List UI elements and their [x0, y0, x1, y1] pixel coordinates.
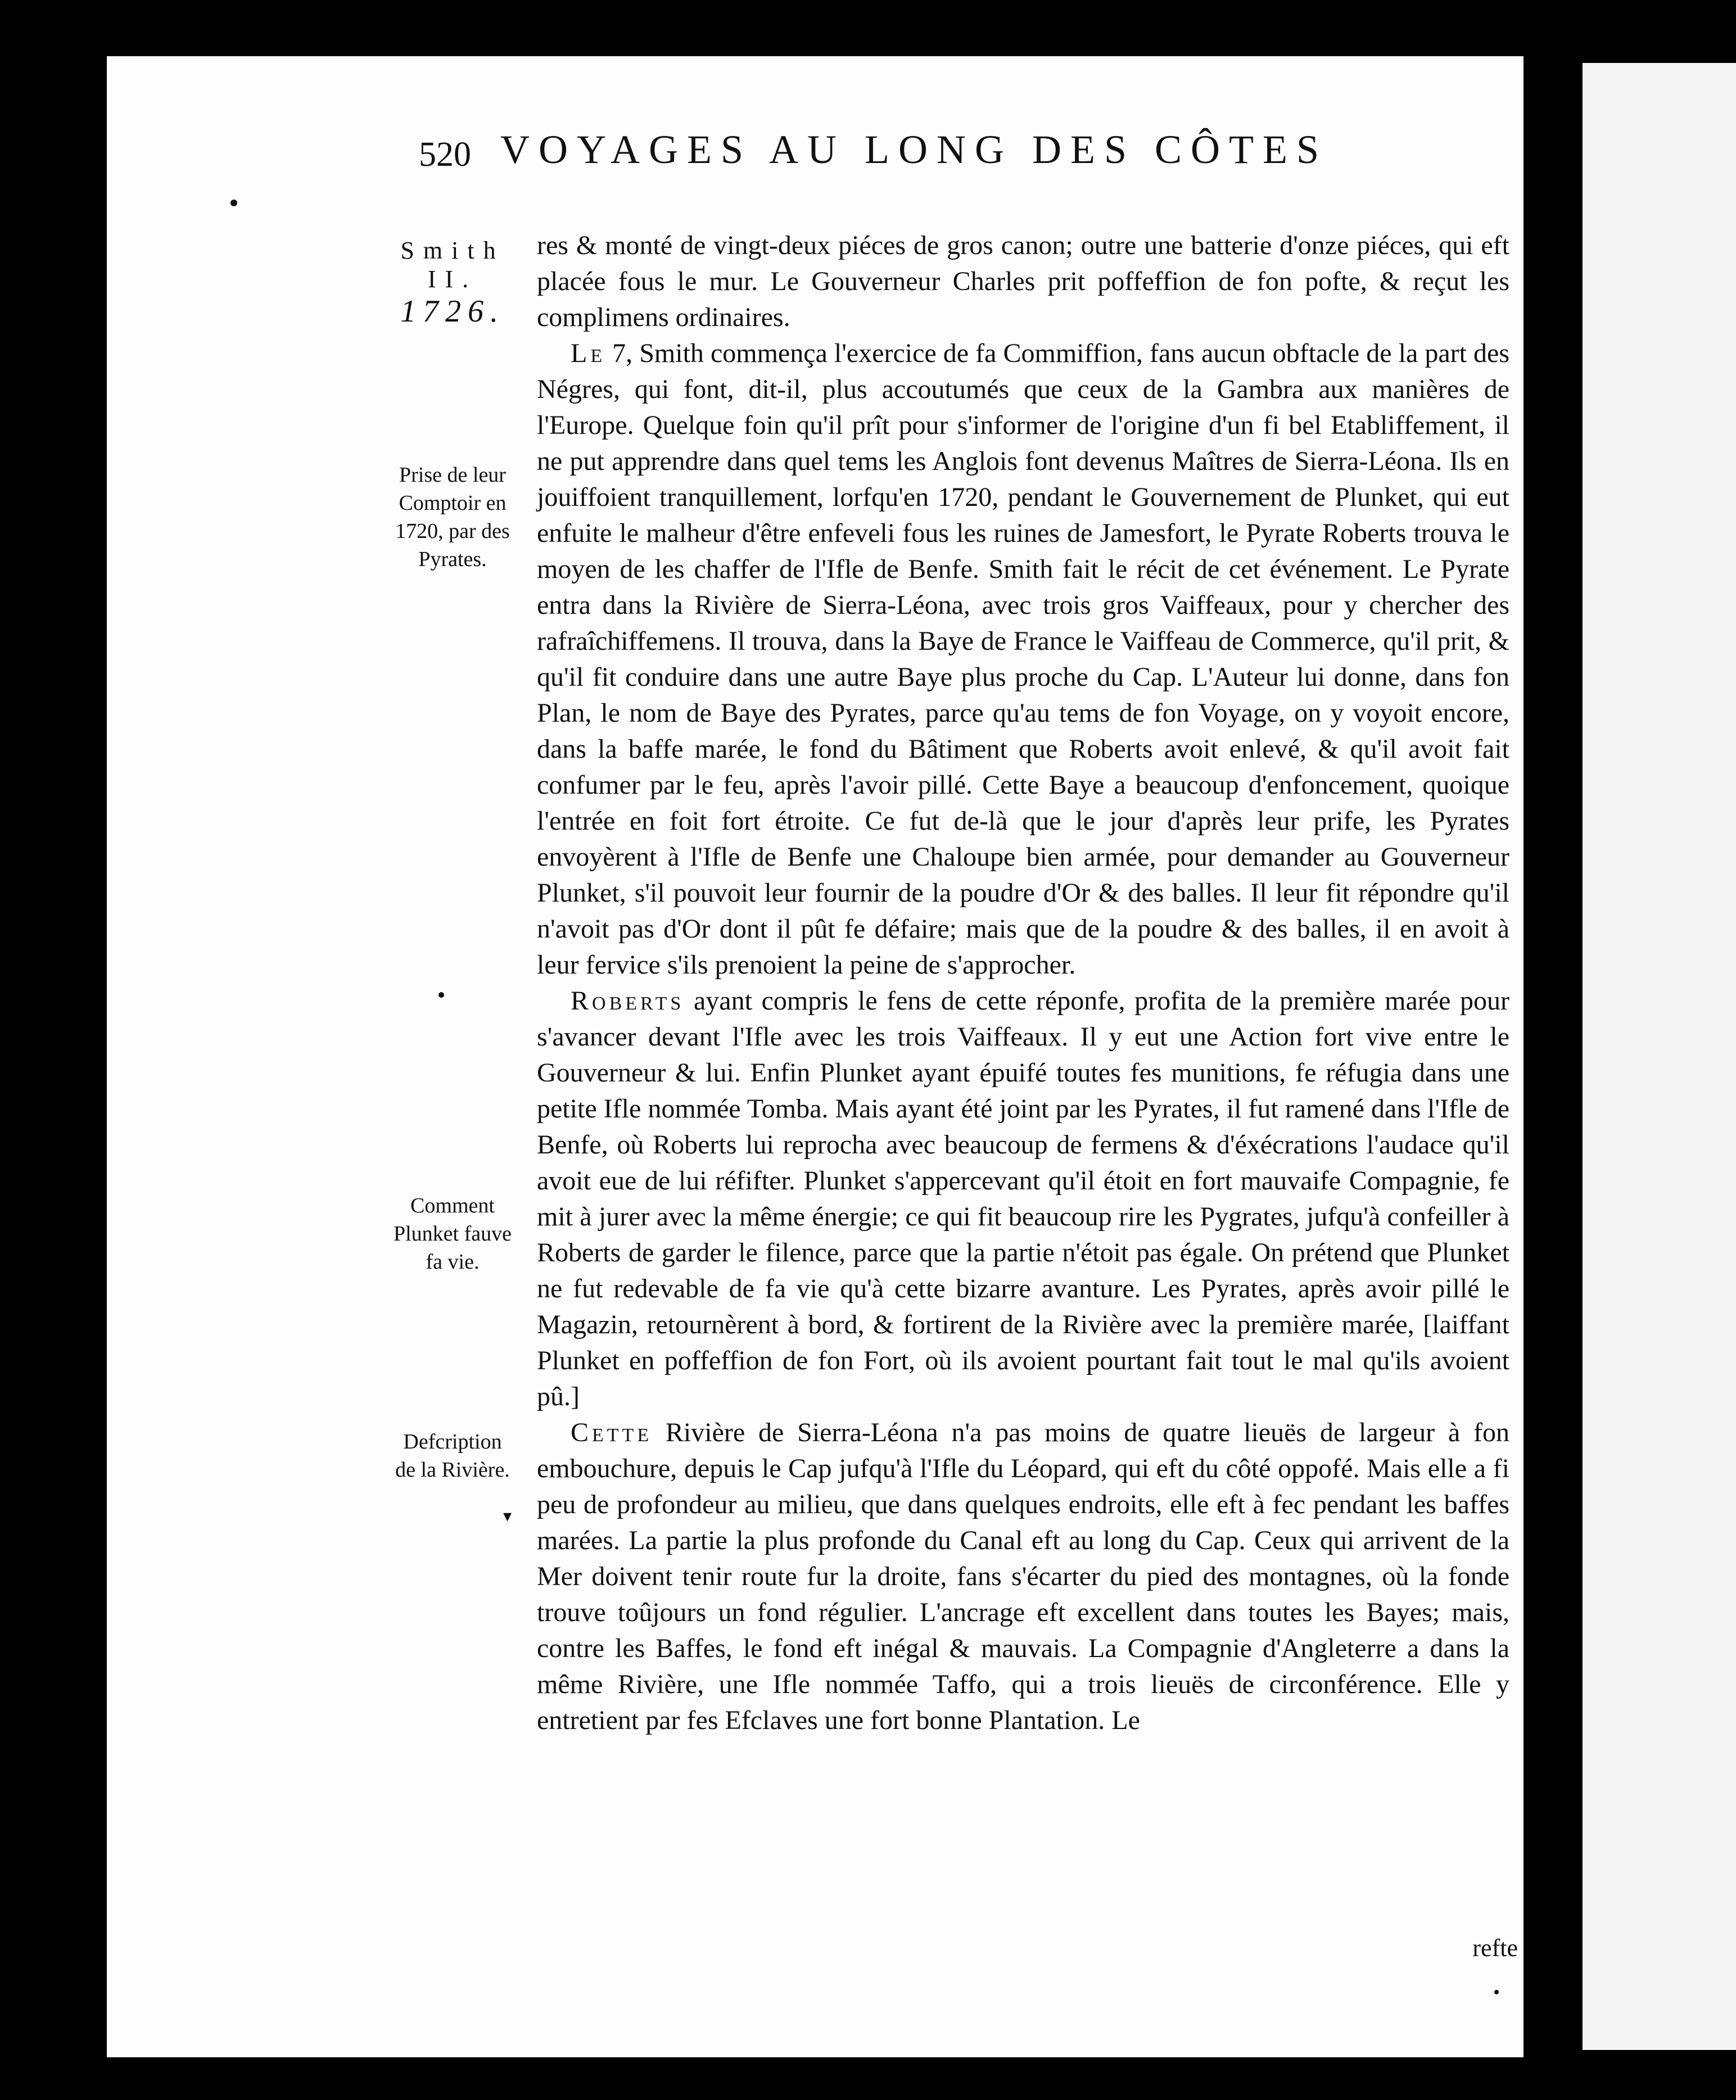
paragraph-text: 7, Smith commença l'exercice de fa Commiffion, fans aucun obftacle de la part des Négres, qui font, dit-il, plus accoutumés que ceux de la Gambra aux manières de l'Europe. Quelque foin qu'il prît pour s'informer de l'origine d'un fi bel Etabliffement, il ne put apprendre dans quel tems les Anglois font devenus Maîtres de Sierra-Léona. Ils en jouiffoient tranquillement, lorfqu'en 1720, pendant le Gouvernement de Plunket, qui eut enfuite le malheur d'être enfeveli fous les ruines de Jamesfort, le Pyrate Roberts trouva le moyen de les chaffer de l'Ifle de Benfe. Smith fait le récit de cet événement. Le Pyrate entra dans la Rivière de Sierra-Léona, avec trois gros Vaiffeaux, pour y chercher des rafraîchiffemens. Il trouva, dans la Baye de France le Vaiffeau de Commerce, qu'il prit, & qu'il fit conduire dans une autre Baye plus proche du Cap. L'Auteur lui donne, dans fon Plan, le nom de Baye des Pyrates, parce qu'au tems de fon Voyage, on y voyoit encore, dans la baffe marée, le fond du Bâtiment que Roberts avoit enlevé, & qu'il avoit fait confumer par le feu, après l'avoir pillé. Cette Baye a beaucoup d'enfoncement, quoique l'entrée en foit fort étroite. Ce fut de-là que le jour d'après leur prife, les Pyrates envoyèrent à l'Ifle de Benfe une Chaloupe bien armée, pour demander au Gouverneur Plunket, s'il pouvoit leur fournir de la poudre d'Or & des balles. Il leur fit répondre qu'il n'avoit pas d'Or dont il pût fe défaire; mais que de la poudre & des balles, il en avoit à leur fervice s'ils prenoient la peine de s'approcher. — [537, 338, 1509, 980]
marginal-note-line: Plunket fauve — [393, 1222, 512, 1246]
marginal-note-line: Prise de leur — [399, 463, 506, 487]
paragraph — [537, 983, 1509, 1415]
author-name: Smith II. — [400, 237, 505, 293]
marginal-note — [382, 1192, 523, 1276]
marginal-note — [382, 461, 523, 573]
main-text — [537, 228, 1509, 1990]
marginal-note-line: 1720, par des — [395, 519, 510, 543]
paragraph — [537, 336, 1509, 983]
paragraph-lead: Cette — [571, 1418, 653, 1447]
paragraph-text: ayant compris le fens de cette réponfe, profita de la première marée pour s'avancer devant l'Ifle avec les trois Vaiffeaux. Il y eut une Action fort vive entre le Gouverneur & lui. Enfin Plunket ayant épuifé toutes fes munitions, fe réfugia dans une petite Ifle nommée Tomba. Mais ayant été joint par les Pyrates, il fut ramené dans l'Ifle de Benfe, où Roberts lui reprocha avec beaucoup de fermens & d'éxécrations l'audace qu'il avoit eue de lui réfifter. Plunket s'appercevant qu'il étoit en fort mauvaife Compagnie, fe mit à jurer avec la même énergie; ce qui fit beaucoup rire les Pygrates, jufqu'à confeiller à Roberts de garder le filence, parce que la partie n'étoit pas égale. On prétend que Plunket ne fut redevable de fa vie qu'à cette bizarre avanture. Les Pyrates, après avoir pillé le Magazin, retournèrent à bord, & fortirent de la Rivière avec la première marée, [laiffant Plunket en poffeffion de fon Fort, où ils avoient pourtant fait tout le mal qu'ils avoient pû.] — [537, 986, 1509, 1411]
paragraph — [537, 1415, 1509, 1739]
marginal-note-line: Pyrates. — [418, 547, 487, 571]
facing-page-edge — [1583, 63, 1736, 2050]
margin-mark: ▾ — [503, 1506, 512, 1526]
marginal-note-line: fa vie. — [426, 1250, 480, 1274]
paragraph-text: Rivière de Sierra-Léona n'a pas moins de quatre lieuës de largeur à fon embouchure, depuis le Cap jufqu'à l'Ifle du Léopard, qui eft du côté oppofé. Mais elle a fi peu de profondeur au milieu, que dans quelques endroits, elle eft à fec pendant les baffes marées. La partie la plus profonde du Canal eft au long du Cap. Ceux qui arrivent de la Mer doivent tenir route fur la droite, fans s'écarter du pied des montagnes, où la fonde trouve toûjours un fond régulier. L'ancrage eft excellent dans toutes les Bayes; mais, contre les Baffes, le fond eft inégal & mauvais. La Compagnie d'Angleterre a dans la même Rivière, une Ifle nommée Taffo, qui a trois lieuës de circonférence. Elle y entretient par fes Efclaves une fort bonne Plantation. Le — [537, 1418, 1509, 1735]
year-info — [382, 236, 523, 329]
marginal-note — [382, 1428, 523, 1484]
catchword: refte — [1472, 1934, 1518, 1962]
marginal-note-line: Comptoir en — [399, 491, 507, 515]
paragraph-lead: Le — [571, 338, 606, 368]
marginal-note-line: Defcription — [403, 1430, 502, 1454]
marginal-note-line: de la Rivière. — [395, 1458, 510, 1482]
year: 1726. — [400, 294, 505, 329]
marginal-note-line: Comment — [410, 1194, 495, 1218]
paragraph-text: res & monté de vingt-deux piéces de gros canon; outre une batterie d'onze piéces, qui eft placée fous le mur. Le Gouverneur Charles prit poffeffion de fon pofte, & reçut les complimens ordinaires. — [537, 230, 1509, 332]
paragraph — [537, 228, 1509, 336]
paragraph-lead: Roberts — [571, 986, 685, 1016]
running-title: VOYAGES AU LONG DES CÔTES — [500, 127, 1328, 172]
page-number: 520 — [419, 135, 471, 174]
